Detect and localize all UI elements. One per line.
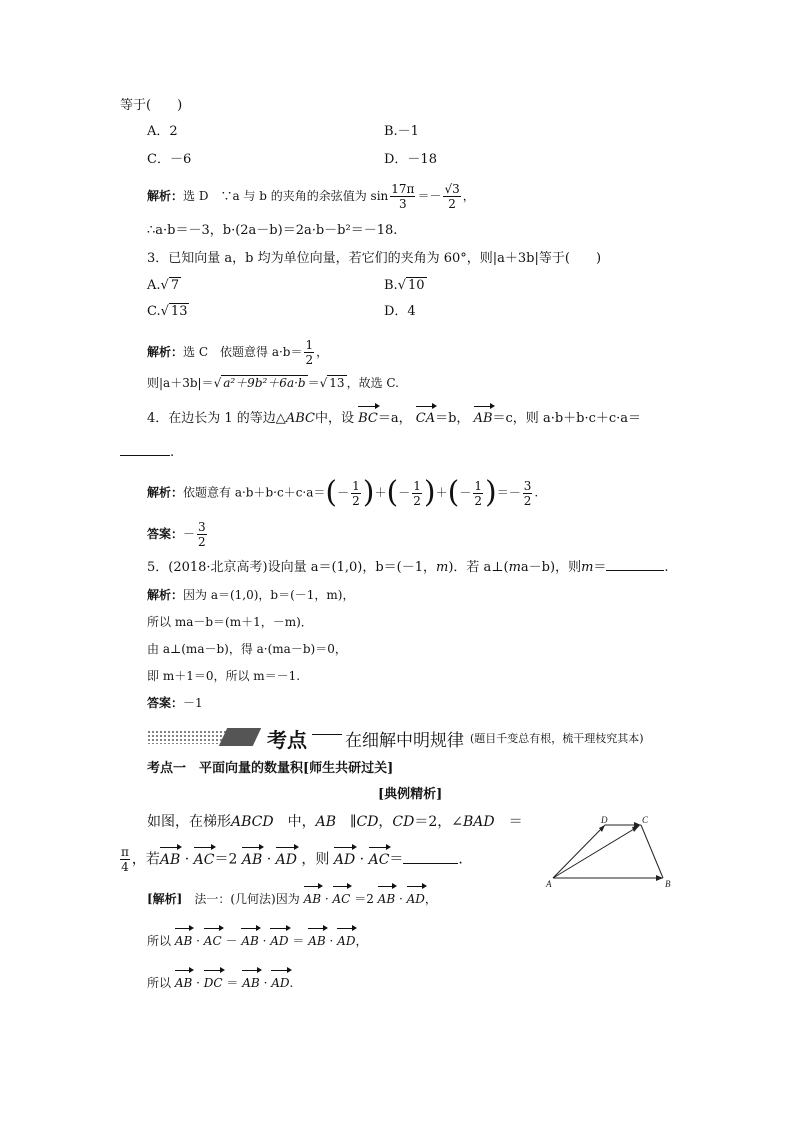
arrow-head — [599, 825, 605, 832]
section-banner — [147, 726, 687, 752]
text: · — [359, 851, 365, 868]
label-d: D — [601, 815, 608, 825]
text: ＋ — [374, 485, 387, 500]
text: . — [534, 485, 539, 500]
text: 依题意有 a·b＋b·c＋c·a＝ — [183, 485, 326, 500]
frac-pi-4 — [120, 845, 130, 874]
frac-den: 2 — [305, 353, 314, 367]
sqrt-radicand: 7 — [170, 278, 180, 293]
q5-solution-line1 — [147, 586, 355, 604]
q2-solution-line2: ∴a·b＝－3，b·(2a－b)＝2a·b－b²＝－18. — [147, 223, 398, 238]
opt-prefix: B. — [384, 278, 398, 293]
vector-ad: AD — [271, 976, 290, 990]
section-note: (题目千变总有根，梳干理枝究其本) — [470, 732, 644, 745]
text: 中， — [287, 814, 316, 830]
text: －1 — [183, 696, 203, 710]
section-kaodian: 考点 — [267, 728, 307, 752]
frac-den: 2 — [413, 493, 421, 508]
text: － — [337, 485, 350, 500]
q2-option-a: A．2 — [147, 124, 178, 139]
paren-close: ) — [362, 475, 375, 510]
text: 所以 — [147, 976, 172, 990]
text: ＝2 — [354, 892, 374, 906]
frac-num: 17π — [391, 182, 415, 196]
q2-eq: ＝－ — [417, 189, 442, 203]
frac-den: 2 — [352, 493, 360, 508]
segment-cd: CD — [392, 814, 415, 830]
text: ＝ — [226, 976, 239, 990]
angle-bad: BAD — [463, 814, 495, 830]
frac-1-2 — [412, 479, 422, 508]
paren-open: ( — [325, 475, 338, 510]
q3-stem: 3．已知向量 a，b 均为单位向量，若它们的夹角为 60°，则|a＋3b|等于( ) — [147, 251, 602, 266]
vector-ab: AB — [303, 892, 322, 906]
vector-ad: AD — [275, 851, 297, 868]
frac-3-2 — [523, 479, 533, 508]
text: 所以 — [147, 934, 172, 948]
text: ∥ — [350, 814, 357, 830]
trapezoid-abcd: ABCD — [231, 814, 274, 830]
vector-ab: AB — [174, 976, 193, 990]
sqrt-radicand: 13 — [170, 304, 188, 319]
text: ＝b， — [435, 411, 470, 426]
dotted-decoration — [147, 730, 227, 744]
vector-ac: AC — [193, 851, 215, 868]
vector-ad: AD — [333, 851, 356, 868]
text: 法一：(几何法)因为 — [194, 892, 300, 906]
example-solution-line2: 所以 AB · AC － AB · AD ＝ AB · AD， — [147, 934, 368, 948]
slant-decoration — [219, 728, 261, 746]
frac-num: √3 — [444, 182, 460, 196]
frac-1-2 — [473, 479, 483, 508]
q3-solution-label: 解析： — [147, 345, 184, 359]
text: ，则 — [301, 851, 330, 868]
q3-solution-line2: 则|a＋3b|＝√ a²＋9b²＋6a·b ＝√ 13 ，故选 C. — [147, 376, 399, 390]
vector-ab: AB — [242, 976, 260, 990]
q4-answer — [147, 520, 209, 549]
frac-den: 3 — [399, 197, 407, 211]
paren-close: ) — [423, 475, 436, 510]
text: ，若 — [131, 851, 160, 868]
q4-solution-label: 解析： — [147, 485, 184, 500]
answer-blank — [606, 558, 664, 571]
q5-solution-label: 解析： — [147, 588, 184, 602]
vector-dc: DC — [203, 976, 223, 990]
vector-ab: AB — [159, 851, 181, 868]
example-line2: $\frac{\pi}{4}$ ，若AB · AC＝2 AB · AD ，则 AD · AC＝ . — [121, 845, 463, 874]
var-m: m — [581, 560, 594, 575]
q2-frac-sqrt3-2 — [443, 182, 460, 211]
arrow-head — [632, 826, 639, 832]
label-c: C — [642, 815, 649, 825]
frac-3-2 — [197, 520, 207, 549]
vector-ac: AC — [368, 851, 390, 868]
q3-solution-text: 选 C 依题意得 a·b＝ — [183, 345, 303, 359]
q2-stem-tail: 等于( ) — [120, 98, 183, 113]
text: . — [289, 976, 294, 990]
q4-stem — [147, 410, 641, 428]
text: ＝ — [389, 851, 404, 868]
vector-ab: AB — [308, 934, 326, 948]
vector-ab: AB — [473, 411, 493, 426]
q2-option-c: C．－6 — [147, 152, 192, 167]
section-dash — [312, 734, 342, 735]
vector-ab: AB — [241, 851, 263, 868]
vector-ab: AB — [174, 934, 193, 948]
q3-option-d: D．4 — [384, 304, 416, 319]
text: ， — [424, 892, 437, 906]
trapezoid-figure — [545, 815, 680, 890]
text: ＝2，∠ — [414, 814, 463, 830]
q3-end: ， — [316, 345, 329, 359]
q3-option-b: B.√ 10 — [384, 278, 425, 293]
vector-ca: CA — [415, 411, 436, 426]
var-m: m — [436, 560, 449, 575]
text: )．若 a⊥( — [448, 560, 509, 575]
text: ＋ — [435, 485, 448, 500]
frac-1-2 — [351, 479, 361, 508]
vector-ac: AC — [203, 934, 222, 948]
text: . — [664, 560, 669, 575]
segment-ab: AB — [315, 814, 337, 830]
q2-solution-text: 选 D ∵a 与 b 的夹角的余弦值为 sin — [183, 189, 389, 203]
vector-ab: AB — [377, 892, 396, 906]
q5-solution-line4: 即 m＋1＝0，所以 m＝－1. — [147, 669, 301, 683]
vector-ab: AB — [241, 934, 259, 948]
text: ， — [378, 814, 393, 830]
solution-label: [解析] — [147, 892, 183, 906]
q5-solution-line3: 由 a⊥(ma－b)，得 a·(ma－b)＝0， — [147, 642, 347, 656]
sqrt-radicand: 10 — [407, 278, 425, 293]
frac-num: 3 — [523, 478, 532, 493]
text: 则|a＋3b|＝ — [147, 376, 214, 390]
frac-num: 1 — [413, 478, 421, 493]
text: ＝ — [307, 376, 320, 390]
frac-num: 1 — [352, 478, 360, 493]
text: － — [398, 485, 411, 500]
vector-ad: AD — [337, 934, 356, 948]
text: 4．在边长为 1 的等边△ — [147, 411, 286, 426]
topic-title: 考点一 平面向量的数量积[师生共研过关] — [147, 761, 394, 776]
q2-option-b: B.－1 — [384, 124, 419, 139]
q4-solution — [147, 475, 539, 510]
frac-num: 1 — [305, 338, 314, 352]
text: . — [170, 445, 175, 460]
paren-open: ( — [447, 475, 460, 510]
text: ，故选 C. — [346, 376, 399, 390]
vector-bc: BC — [358, 411, 378, 426]
topic-subtitle: [典例精析] — [378, 787, 443, 802]
q3-option-c: C.√ 13 — [147, 304, 188, 319]
vector-ad: AD — [406, 892, 425, 906]
text: ＝ — [292, 934, 305, 948]
frac-den: 2 — [474, 493, 482, 508]
example-solution-line3: 所以 AB · DC ＝ AB · AD. — [147, 976, 294, 990]
paren-close: ) — [484, 475, 497, 510]
text: ＝ — [593, 560, 607, 575]
text: 5．(2018·北京高考)设向量 a＝(1,0)，b＝(－1， — [147, 560, 436, 575]
vector-ac: AC — [332, 892, 351, 906]
q2-option-d: D．－18 — [384, 152, 437, 167]
text: ＝－ — [496, 485, 521, 500]
segment-cb-line — [641, 825, 663, 878]
q5-answer — [147, 694, 203, 712]
frac-den: 4 — [121, 860, 129, 874]
q3-frac-1-2 — [304, 338, 314, 367]
text: ＝c，则 a·b＋b·c＋c·a＝ — [492, 411, 642, 426]
section-title: 在细解中明规律 — [345, 731, 464, 751]
paren-open: ( — [386, 475, 399, 510]
frac-num: 1 — [474, 478, 482, 493]
text: － — [225, 934, 238, 948]
text: 中，设 — [314, 411, 354, 426]
text: － — [183, 527, 196, 541]
q3-solution — [147, 338, 328, 367]
example-solution-line1: [解析] 法一：(几何法)因为 AB · AC ＝2 AB · AD， — [147, 892, 437, 906]
frac-num: π — [121, 845, 129, 859]
text: . — [458, 851, 463, 868]
q5-solution-line2: 所以 ma－b＝(m＋1，－m)． — [147, 615, 313, 629]
q5-answer-label: 答案： — [147, 696, 184, 710]
text: ， — [355, 934, 368, 948]
var-m: m — [508, 560, 521, 575]
triangle-abc: ABC — [285, 411, 315, 426]
q2-frac-17pi-3 — [390, 182, 415, 211]
text: 因为 a＝(1,0)，b＝(－1，m)， — [183, 588, 355, 602]
q2-solution — [147, 182, 475, 211]
label-a: A — [546, 879, 552, 889]
frac-den: 2 — [198, 535, 206, 549]
example-line1 — [147, 813, 523, 831]
text: ＝ — [508, 814, 523, 830]
frac-den: 2 — [523, 493, 532, 508]
q4-answer-blank-line — [120, 443, 174, 462]
text: a－b)，则 — [520, 560, 582, 575]
q4-answer-label: 答案： — [147, 527, 184, 541]
q2-solution-label: 解析： — [147, 189, 184, 203]
text: ＝a， — [377, 411, 412, 426]
sqrt-radicand: 13 — [329, 376, 345, 390]
segment-cd: CD — [356, 814, 379, 830]
frac-den: 2 — [448, 197, 456, 211]
q3-option-a: A.√ 7 — [147, 278, 180, 293]
text: － — [459, 485, 472, 500]
q2-end: ， — [462, 189, 475, 203]
frac-num: 3 — [198, 520, 206, 534]
opt-prefix: A. — [147, 278, 161, 293]
label-b: B — [665, 879, 671, 889]
vector-ad: AD — [270, 934, 289, 948]
sqrt-radicand: a²＋9b²＋6a·b — [223, 376, 306, 390]
text: 如图，在梯形 — [147, 814, 231, 830]
answer-blank — [403, 851, 458, 864]
opt-prefix: C. — [147, 304, 161, 319]
text: ＝2 — [214, 851, 238, 868]
answer-blank — [120, 443, 170, 456]
q5-stem — [147, 558, 669, 577]
